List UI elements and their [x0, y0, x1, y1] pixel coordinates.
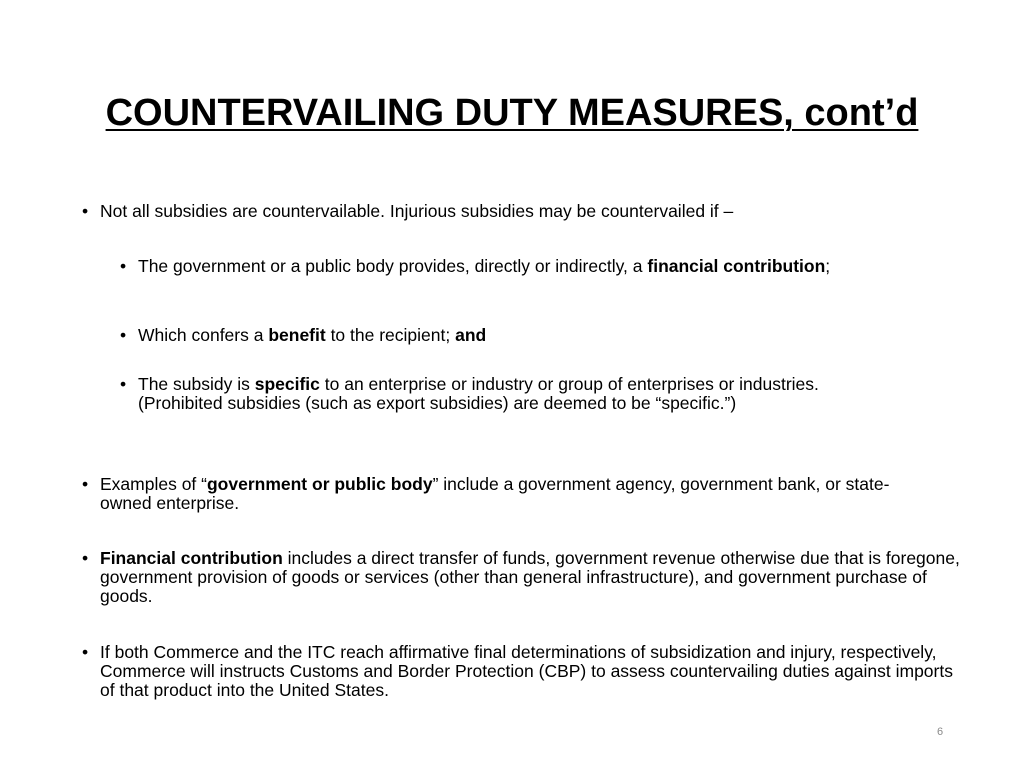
bullet-text-post: ” include a government agency, government bank, or state-owned enterprise. [100, 474, 890, 513]
bullet-text-bold: Financial contribution [100, 548, 283, 568]
bullet-text-bold: benefit [268, 325, 326, 345]
bullet-dot: • [120, 256, 127, 276]
bullet-text-bold: financial contribution [647, 256, 826, 276]
bullet-dot: • [82, 201, 89, 221]
bullet-text-bold-and: and [455, 325, 487, 345]
bullet-financial-contribution [82, 548, 960, 606]
bullet-text: If both Commerce and the ITC reach affirmative final determinations of subsidization and injury, respectively, Commerce will instructs Customs and Border Protection (CBP) to assess countervailing duties against imports of that product into the United States. [100, 642, 953, 700]
bullet-dot: • [82, 642, 89, 662]
sub-bullet-specific [120, 374, 858, 413]
bullet-text-pre: Which confers a [138, 325, 269, 345]
bullet-text-post: to an enterprise or industry or group of enterprises or industries. (Prohibited subsidies (such as export subsidies) are deemed to be “specific.”) [138, 374, 819, 413]
slide-title-text: COUNTERVAILING DUTY MEASURES, cont’d [105, 92, 919, 134]
bullet-dot: • [120, 325, 127, 345]
bullet-dot: • [82, 548, 89, 568]
page-number: 6 [936, 726, 944, 738]
bullet-subsidies-countervailable [82, 201, 960, 221]
bullet-text-bold: government or public body [206, 474, 433, 494]
bullet-government-public-body [82, 474, 900, 513]
bullet-text-pre: The subsidy is [138, 374, 255, 394]
bullet-dot: • [82, 474, 89, 494]
bullet-text-mid: to the recipient; [325, 325, 456, 345]
bullet-text-post: ; [825, 256, 831, 276]
slide-title [0, 88, 1024, 138]
bullet-text-pre: Examples of “ [100, 474, 207, 494]
sub-bullet-benefit [120, 325, 878, 345]
bullet-text-bold: specific [254, 374, 320, 394]
bullet-text-pre: The government or a public body provides, directly or indirectly, a [138, 256, 648, 276]
bullet-text: Not all subsidies are countervailable. Injurious subsidies may be countervailed if – [100, 201, 734, 221]
bullet-text-post: includes a direct transfer of funds, government revenue otherwise due that is foregone, government provision of goods or services (other than general infrastructure), and government purchase of goods. [100, 548, 960, 606]
bullet-dot: • [120, 374, 127, 394]
sub-bullet-financial-contribution [120, 256, 878, 276]
bullet-commerce-itc [82, 642, 960, 700]
